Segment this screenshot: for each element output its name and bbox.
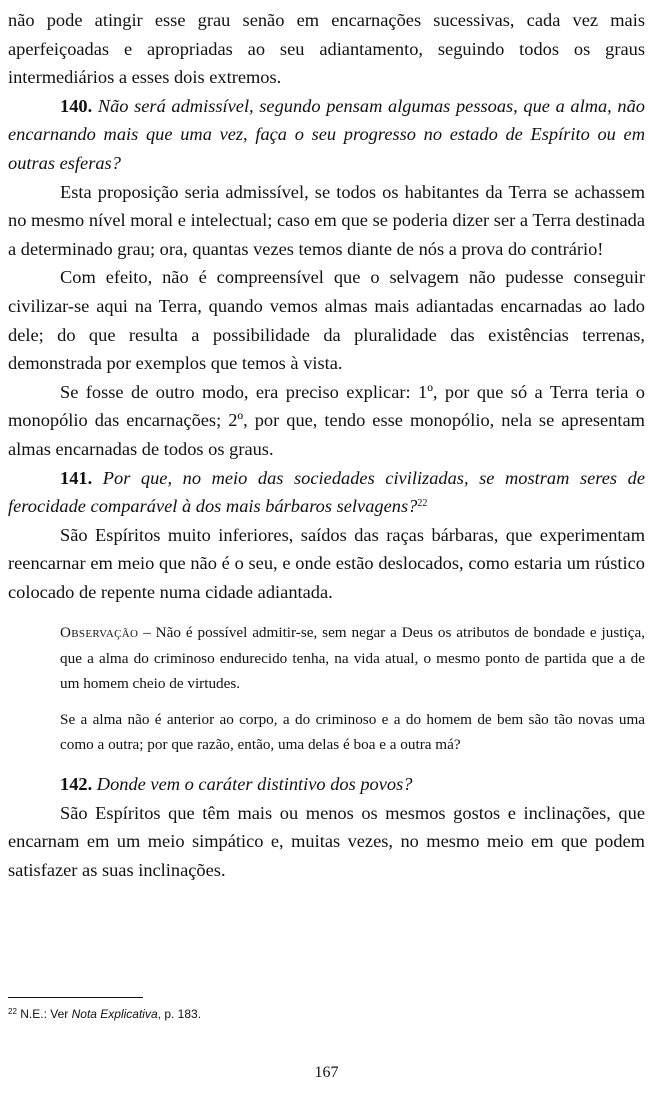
page-number: 167 [314, 1064, 339, 1081]
question-number: 142. [60, 773, 93, 794]
paragraph: São Espíritos que têm mais ou menos os mesmos gostos e inclinações, que encarnam em um meio simpático e, muitas vezes, no mesmo meio em que podem satisfazer as suas inclinações. [8, 802, 645, 880]
observation-paragraph: Se a alma não é anterior ao corpo, a do criminoso e a do homem de bem são tão novas uma como a outra; por que razão, então, uma delas é boa e a outra má? [60, 710, 645, 754]
paragraph: Com efeito, não é compreensível que o selvagem não pudesse conseguir civilizar-se aqui na Terra, quando vemos almas mais adiantadas encarnadas ao lado dele; do que resulta a possibilidade da pluralidade das existências terrenas, demonstrada por exemplos que temos à vista. [8, 267, 645, 374]
footnote-reference[interactable]: 22 [417, 498, 428, 510]
paragraph: não pode atingir esse grau senão em encarnações sucessivas, cada vez mais aperfeiçoadas e apropriadas ao seu adiantamento, seguindo todos os graus intermediários a esses dois extremos. [8, 10, 645, 88]
question-text: Não será admissível, segundo pensam algumas pessoas, que a alma, não encarnando mais que uma vez, faça o seu progresso no estado de Espírito ou em outras esferas? [8, 95, 645, 173]
question-140 [8, 92, 645, 178]
paragraph: São Espíritos muito inferiores, saídos das raças bárbaras, que experimentam reencarnar em meio que não é o seu, e onde estão deslocados, como estaria um rústico colocado de repente numa cidade adiantada. [8, 524, 645, 602]
page-body [8, 6, 645, 884]
observation-block [60, 620, 645, 758]
footnote-suffix: , p. 183. [157, 1007, 202, 1021]
observation-paragraph [60, 620, 645, 697]
observation-text: – Não é possível admitir-se, sem negar a Deus os atributos de bondade e justiça, que a alma do criminoso endurecido tenha, na vida atual, o mesmo ponto de partida que a de um homem cheio de virtudes. [60, 624, 645, 693]
footnote-divider [8, 997, 143, 998]
footnote-prefix: N.E.: Ver [20, 1007, 72, 1021]
question-number: 141. [60, 467, 93, 488]
paragraph: Se fosse de outro modo, era preciso explicar: 1º, por que só a Terra teria o monopólio das encarnações; 2º, por que, tendo esse monopólio, nela se apresentam almas encarnadas de todos os graus. [8, 381, 645, 459]
question-text: Por que, no meio das sociedades civilizadas, se mostram seres de ferocidade comparável à dos mais bárbaros selvagens? [8, 467, 645, 517]
footnote-number: 22 [8, 1007, 17, 1016]
footnote [8, 1004, 201, 1022]
question-number: 140. [60, 95, 93, 116]
footnote-title: Nota Explicativa [71, 1007, 158, 1021]
question-141 [8, 464, 645, 521]
paragraph: Esta proposição seria admissível, se todos os habitantes da Terra se achassem no mesmo nível moral e intelectual; caso em que se poderia dizer ser a Terra destinada a determinado grau; ora, quantas vezes temos diante de nós a prova do contrário! [8, 181, 645, 259]
question-142 [8, 770, 645, 799]
observation-label: Observação [60, 624, 139, 642]
question-text: Donde vem o caráter distintivo dos povos? [96, 773, 413, 794]
